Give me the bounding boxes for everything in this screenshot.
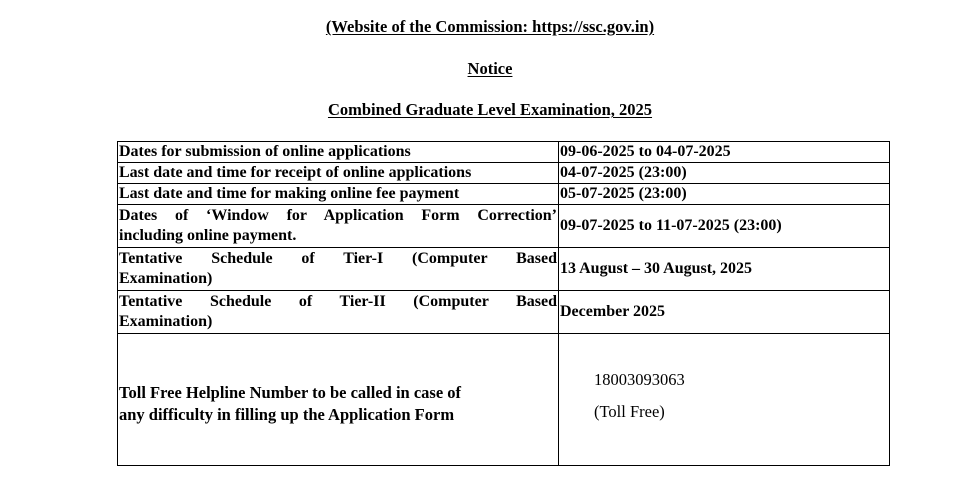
row-value: 04-07-2025 (23:00) [559,163,890,184]
helpline-label-line: any difficulty in filling up the Application Form [119,404,455,424]
row-value: 09-06-2025 to 04-07-2025 [559,142,890,163]
row-label [118,291,559,334]
schedule-table [117,141,890,466]
exam-title: Combined Graduate Level Examination, 2025 [327,100,653,119]
table-row [118,142,890,163]
helpline-number: 18003093063 [594,369,685,389]
table-row-helpline [118,334,890,466]
row-value: 05-07-2025 (23:00) [559,184,890,205]
row-label [118,248,559,291]
helpline-label [118,334,559,466]
table-row [118,205,890,248]
row-value: December 2025 [559,291,890,334]
row-label: Dates for submission of online applications [118,142,559,163]
row-label-line: Examination) [119,270,213,287]
row-value: 09-07-2025 to 11-07-2025 (23:00) [559,205,890,248]
helpline-note: (Toll Free) [594,401,665,421]
row-label [118,205,559,248]
row-label-line: Tentative Schedule of Tier-I (Computer Based [119,250,557,267]
table-row [118,184,890,205]
helpline-value [559,334,890,466]
row-label: Last date and time for making online fee payment [118,184,559,205]
row-label-line: Dates of ‘Window for Application Form Correction’ [119,207,557,224]
notice-heading: Notice [467,59,513,78]
table-row [118,248,890,291]
row-value: 13 August – 30 August, 2025 [559,248,890,291]
row-label: Last date and time for receipt of online applications [118,163,559,184]
row-label-line: including online payment. [119,227,297,244]
table-row [118,163,890,184]
website-line: (Website of the Commission: https://ssc.gov.in) [325,17,655,36]
row-label-line: Examination) [119,313,213,330]
table-row [118,291,890,334]
helpline-label-line: Toll Free Helpline Number to be called in case of [119,382,462,402]
row-label-line: Tentative Schedule of Tier-II (Computer Based [119,293,557,310]
